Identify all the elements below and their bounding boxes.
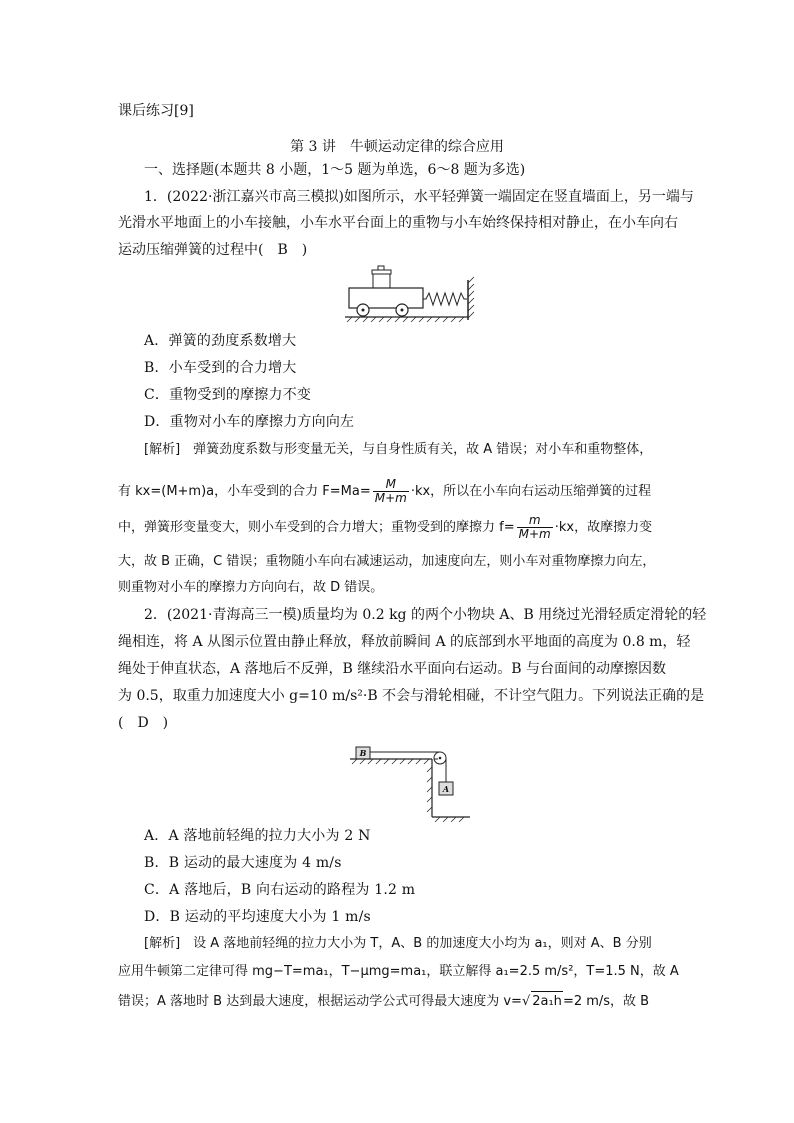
q1-option-a: A．弹簧的劲度系数增大 <box>144 333 297 349</box>
q1-solution-line-2 <box>118 478 651 505</box>
table-hatch <box>352 759 429 764</box>
q1-option-b: B．小车受到的合力增大 <box>144 360 297 376</box>
fraction-numerator: m <box>517 514 553 528</box>
fraction-denominator: M+m <box>518 527 551 541</box>
q2-solution-line-3-text: 错误；A 落地时 B 达到最大速度，根据运动学公式可得最大速度为 v= <box>118 994 522 1009</box>
edge-hatch <box>427 767 432 812</box>
q1-stem-line-1: 1．(2022·浙江嘉兴市高三模拟)如图所示，水平轻弹簧一端固定在竖直墙面上，另一端与 <box>144 189 694 205</box>
q2-stem-line-1: 2．(2021·青海高三一模)质量均为 0.2 kg 的两个小物块 A、B 用绕过光滑轻质定滑轮的轻 <box>144 607 707 623</box>
q1-solution-line-2-text: 有 kx=(M+m)a，小车受到的合力 F=Ma= <box>118 484 371 499</box>
q2-option-d: D．B 运动的平均速度大小为 1 m/s <box>144 909 371 925</box>
weight-top <box>372 270 391 274</box>
lesson-title: 第 3 讲 牛顿运动定律的综合应用 <box>290 139 504 155</box>
q1-solution-line-1: [解析] 弹簧劲度系数与形变量无关，与自身性质有关，故 A 错误；对小车和重物整体， <box>144 442 653 457</box>
q2-stem-line-5: ( D ) <box>118 715 169 731</box>
q1-solution-line-3-text: 中，弹簧形变量变大，则小车受到的合力增大；重物受到的摩擦力 f= <box>118 520 515 535</box>
q2-stem-line-4: 为 0.5，取重力加速度大小 g=10 m/s²·B 不会与滑轮相碰，不计空气阻力。下列说法正确的是 <box>118 688 705 704</box>
q1-solution-line-2-tail: ·kx，所以在小车向右运动压缩弹簧的过程 <box>410 484 652 499</box>
q2-solution-line-3: 错误；A 落地时 B 达到最大速度，根据运动学公式可得最大速度为 v=√ 2a₁h=2 m/s，故 B <box>118 991 649 1012</box>
q2-option-c: C．A 落地后，B 向右运动的路程为 1.2 m <box>144 882 416 898</box>
q1-solution-line-5: 则重物对小车的摩擦力方向向右，故 D 错误。 <box>118 580 384 595</box>
practice-label: 课后练习[9] <box>118 103 194 119</box>
weight-knob <box>378 266 384 270</box>
q2-pulley-figure <box>350 742 472 822</box>
q2-option-a: A．A 落地前轻绳的拉力大小为 2 N <box>144 828 371 844</box>
q1-solution-line-3 <box>118 514 652 541</box>
fraction-M-over-Mm <box>373 478 409 505</box>
q1-stem-line-2: 光滑水平地面上的小车接触，小车水平台面上的重物与小车始终保持相对静止，在小车向右 <box>118 215 678 231</box>
q1-solution-line-3-tail: ·kx，故摩擦力变 <box>554 520 653 535</box>
floor-hatch <box>435 817 464 822</box>
fraction-denominator: M+m <box>374 491 407 505</box>
q2-stem-line-2: 绳相连，将 A 从图示位置由静止释放，释放前瞬间 A 的底部到水平地面的高度为 0.8 m，轻 <box>118 634 691 650</box>
fraction-numerator: M <box>373 478 409 492</box>
ground-hatch <box>347 317 464 322</box>
block-b-label: B <box>359 748 367 758</box>
q2-option-b: B．B 运动的最大速度为 4 m/s <box>144 855 342 871</box>
q2-solution-line-3-tail: =2 m/s，故 B <box>562 994 650 1009</box>
q2-stem-line-3: 绳处于伸直状态，A 落地后不反弹，B 继续沿水平面向右运动。B 与台面间的动摩擦因数 <box>118 661 667 677</box>
fraction-m-over-Mm <box>517 514 553 541</box>
q1-option-d: D．重物对小车的摩擦力方向向左 <box>144 414 355 430</box>
block-a-label: A <box>442 784 450 794</box>
q2-solution-line-1: [解析] 设 A 落地前轻绳的拉力大小为 T，A、B 的加速度大小均为 a₁，则对 A、B 分别 <box>144 936 652 951</box>
q1-stem-line-3: 运动压缩弹簧的过程中( B ) <box>118 242 308 258</box>
section-heading: 一、选择题(本题共 8 小题，1～5 题为单选，6～8 题为多选) <box>144 162 526 178</box>
q1-option-c: C．重物受到的摩擦力不变 <box>144 387 312 403</box>
q1-solution-line-4: 大，故 B 正确，C 错误；重物随小车向右减速运动，加速度向左，则小车对重物摩擦力向左， <box>118 554 656 569</box>
weight-block <box>373 274 390 288</box>
q1-cart-spring-figure <box>343 265 478 325</box>
sqrt-radicand: 2a₁h <box>531 991 563 1012</box>
spring <box>423 293 467 305</box>
q2-solution-line-2: 应用牛顿第二定律可得 mg−T=ma₁，T−μmg=ma₁，联立解得 a₁=2.5 m/s²，T=1.5 N，故 A <box>118 964 679 979</box>
